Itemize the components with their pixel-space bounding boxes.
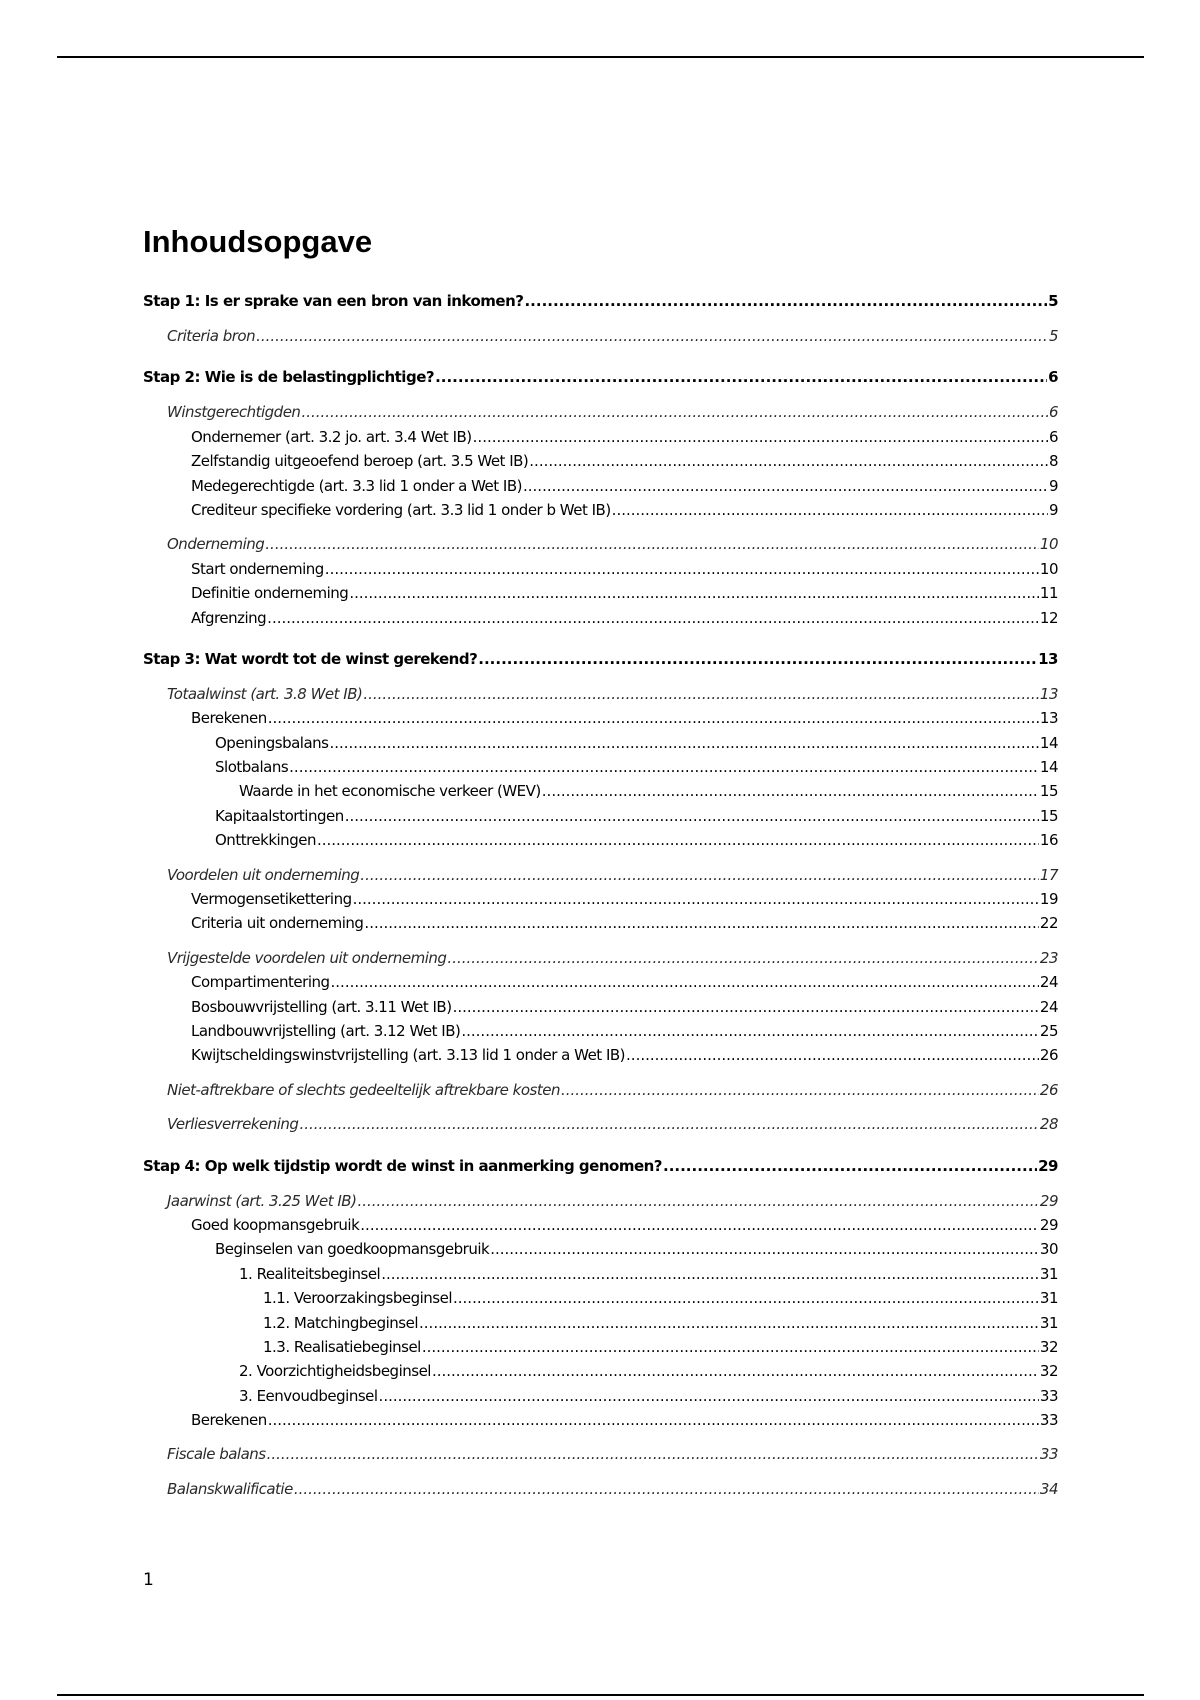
toc-entry[interactable]: [143, 324, 1058, 348]
toc-entry-page: 22: [1039, 914, 1058, 933]
toc-entry-page: 32: [1039, 1337, 1058, 1356]
toc-entry-page: 29: [1038, 1156, 1058, 1175]
toc-entry[interactable]: [143, 755, 1058, 779]
toc-entry[interactable]: [143, 828, 1058, 852]
toc-entry[interactable]: [143, 646, 1058, 672]
toc-entry-title: Totaalwinst (art. 3.8 Wet IB): [167, 684, 363, 703]
toc-dot-leader: [353, 887, 1039, 911]
toc-dot-leader: [268, 706, 1039, 730]
toc-dot-leader: [432, 1359, 1039, 1383]
toc-dot-leader: [381, 1262, 1039, 1286]
toc-entry-page: 19: [1039, 890, 1058, 909]
toc-entry-title: Criteria uit onderneming: [191, 914, 364, 933]
toc-entry-title: Stap 2: Wie is de belastingplichtige?: [143, 368, 435, 387]
toc-entry[interactable]: [143, 1359, 1058, 1383]
toc-dot-leader: [265, 532, 1039, 556]
toc-entry-title: Waarde in het economische verkeer (WEV): [239, 782, 541, 801]
toc-dot-leader: [523, 474, 1048, 498]
toc-dot-leader: [453, 995, 1039, 1019]
toc-dot-leader: [360, 863, 1039, 887]
toc-dot-leader: [289, 755, 1039, 779]
toc-dot-leader: [360, 1213, 1039, 1237]
toc-entry-page: 31: [1039, 1289, 1058, 1308]
toc-entry[interactable]: [143, 288, 1058, 314]
toc-entry-title: Stap 4: Op welk tijdstip wordt de winst in aanmerking genomen?: [143, 1156, 663, 1175]
toc-entry-page: 14: [1039, 733, 1058, 752]
toc-entry-page: 33: [1039, 1445, 1058, 1464]
toc-entry-title: Landbouwvrijstelling (art. 3.12 Wet IB): [191, 1021, 461, 1040]
toc-entry-page: 9: [1048, 476, 1058, 495]
toc-entry-title: Stap 1: Is er sprake van een bron van inkomen?: [143, 292, 524, 310]
toc-entry[interactable]: [143, 970, 1058, 994]
toc-dot-leader: [435, 364, 1047, 390]
toc-entry[interactable]: [143, 1311, 1058, 1335]
toc-entry-page: 15: [1039, 806, 1058, 825]
toc-entry[interactable]: [143, 1286, 1058, 1310]
toc-entry-page: 5: [1048, 327, 1058, 345]
page-title: Inhoudsopgave: [143, 224, 373, 259]
toc-entry[interactable]: [143, 779, 1058, 803]
toc-dot-leader: [267, 1442, 1039, 1466]
toc-entry-title: Winstgerechtigden: [167, 403, 301, 422]
toc-entry-title: Openingsbalans: [215, 733, 329, 752]
toc-entry-page: 10: [1039, 535, 1058, 554]
toc-entry-page: 29: [1039, 1215, 1058, 1234]
toc-entry-page: 6: [1048, 427, 1058, 446]
toc-entry[interactable]: [143, 1442, 1058, 1466]
toc-entry[interactable]: [143, 1019, 1058, 1043]
toc-entry[interactable]: [143, 1153, 1058, 1179]
toc-entry[interactable]: [143, 731, 1058, 755]
toc-dot-leader: [331, 970, 1039, 994]
toc-dot-leader: [422, 1335, 1039, 1359]
table-of-contents: [143, 288, 1058, 1501]
toc-entry-page: 8: [1048, 452, 1058, 471]
toc-dot-leader: [357, 1189, 1038, 1213]
toc-entry[interactable]: [143, 1477, 1058, 1501]
header-rule: [57, 56, 1144, 58]
toc-dot-leader: [663, 1153, 1037, 1179]
toc-entry-page: 6: [1048, 403, 1058, 422]
toc-dot-leader: [379, 1384, 1039, 1408]
toc-entry-title: Fiscale balans: [167, 1445, 266, 1464]
toc-entry[interactable]: [143, 682, 1058, 706]
toc-entry-title: Beginselen van goedkoopmansgebruik: [215, 1240, 490, 1259]
toc-entry-page: 14: [1039, 758, 1058, 777]
toc-entry-title: Afgrenzing: [191, 608, 267, 627]
page-number: 1: [143, 1570, 154, 1590]
toc-entry-title: Definitie onderneming: [191, 584, 349, 603]
toc-entry-title: Vrijgestelde voordelen uit onderneming: [167, 948, 447, 967]
toc-entry[interactable]: [143, 887, 1058, 911]
toc-entry-page: 24: [1039, 973, 1058, 992]
toc-entry-title: Berekenen: [191, 1411, 267, 1430]
toc-entry[interactable]: [143, 532, 1058, 556]
toc-entry-page: 11: [1039, 584, 1058, 603]
toc-entry-page: 13: [1039, 684, 1058, 703]
toc-entry-page: 10: [1039, 559, 1058, 578]
toc-entry-title: Voordelen uit onderneming: [167, 865, 360, 884]
toc-entry-title: Niet-aftrekbare of slechts gedeeltelijk aftrekbare kosten: [167, 1080, 560, 1099]
toc-dot-leader: [317, 828, 1039, 852]
toc-dot-leader: [453, 1286, 1039, 1310]
toc-entry[interactable]: [143, 1189, 1058, 1213]
toc-entry-page: 17: [1039, 865, 1058, 884]
toc-entry-page: 24: [1039, 997, 1058, 1016]
toc-entry-page: 26: [1039, 1080, 1058, 1099]
toc-entry-title: 1. Realiteitsbeginsel: [239, 1264, 381, 1283]
toc-entry[interactable]: [143, 557, 1058, 581]
toc-entry[interactable]: [143, 1078, 1058, 1102]
toc-entry[interactable]: [143, 449, 1058, 473]
toc-dot-leader: [363, 682, 1039, 706]
toc-entry-title: Criteria bron: [167, 327, 256, 345]
toc-entry-page: 28: [1039, 1115, 1058, 1134]
toc-dot-leader: [267, 606, 1039, 630]
toc-entry-title: Zelfstandig uitgeoefend beroep (art. 3.5 Wet IB): [191, 452, 529, 471]
toc-dot-leader: [345, 804, 1039, 828]
toc-entry-title: Bosbouwvrijstelling (art. 3.11 Wet IB): [191, 997, 452, 1016]
toc-entry-page: 6: [1048, 368, 1058, 387]
toc-entry-page: 12: [1039, 608, 1058, 627]
toc-entry[interactable]: [143, 400, 1058, 424]
toc-dot-leader: [473, 425, 1048, 449]
toc-dot-leader: [329, 731, 1038, 755]
toc-entry-title: 1.3. Realisatiebeginsel: [263, 1337, 421, 1356]
toc-dot-leader: [461, 1019, 1039, 1043]
toc-entry[interactable]: [143, 706, 1058, 730]
toc-entry[interactable]: [143, 474, 1058, 498]
toc-dot-leader: [325, 557, 1039, 581]
toc-entry-title: 1.1. Veroorzakingsbeginsel: [263, 1289, 452, 1308]
toc-dot-leader: [542, 779, 1039, 803]
footer-rule: [57, 1694, 1144, 1696]
toc-entry-title: 2. Voorzichtigheidsbeginsel: [239, 1362, 431, 1381]
toc-dot-leader: [419, 1311, 1039, 1335]
toc-entry-title: Stap 3: Wat wordt tot de winst gerekend?: [143, 649, 478, 668]
toc-entry[interactable]: [143, 1384, 1058, 1408]
toc-dot-leader: [529, 449, 1048, 473]
toc-entry-title: Verliesverrekening: [167, 1115, 299, 1134]
toc-entry[interactable]: [143, 581, 1058, 605]
toc-entry[interactable]: [143, 1262, 1058, 1286]
toc-entry[interactable]: [143, 606, 1058, 630]
toc-entry[interactable]: [143, 1335, 1058, 1359]
toc-entry-page: 33: [1039, 1411, 1058, 1430]
toc-entry-title: Balanskwalificatie: [167, 1479, 293, 1498]
toc-entry-title: Onttrekkingen: [215, 831, 316, 850]
toc-dot-leader: [364, 911, 1038, 935]
toc-dot-leader: [524, 288, 1047, 314]
toc-dot-leader: [349, 581, 1039, 605]
toc-entry-page: 13: [1039, 709, 1058, 728]
toc-entry-title: Medegerechtigde (art. 3.3 lid 1 onder a Wet IB): [191, 476, 522, 495]
toc-entry[interactable]: [143, 498, 1058, 522]
toc-entry-title: Slotbalans: [215, 758, 289, 777]
toc-entry[interactable]: [143, 995, 1058, 1019]
toc-dot-leader: [301, 400, 1048, 424]
toc-entry-title: Onderneming: [167, 535, 265, 554]
toc-entry-title: Kwijtscheldingswinstvrijstelling (art. 3.13 lid 1 onder a Wet IB): [191, 1046, 626, 1065]
toc-dot-leader: [299, 1112, 1038, 1136]
toc-entry-title: Berekenen: [191, 709, 267, 728]
toc-entry[interactable]: [143, 1408, 1058, 1432]
toc-entry-page: 23: [1039, 948, 1058, 967]
toc-dot-leader: [490, 1237, 1039, 1261]
toc-entry-page: 5: [1048, 292, 1058, 310]
toc-entry[interactable]: [143, 911, 1058, 935]
toc-entry-page: 34: [1039, 1479, 1058, 1498]
toc-dot-leader: [561, 1078, 1039, 1102]
toc-dot-leader: [268, 1408, 1039, 1432]
toc-entry-page: 9: [1048, 500, 1058, 519]
toc-entry-title: Start onderneming: [191, 559, 324, 578]
toc-entry-title: Crediteur specifieke vordering (art. 3.3 lid 1 onder b Wet IB): [191, 500, 611, 519]
toc-entry[interactable]: [143, 425, 1058, 449]
toc-entry-title: Goed koopmansgebruik: [191, 1215, 360, 1234]
toc-dot-leader: [447, 946, 1038, 970]
toc-entry[interactable]: [143, 1213, 1058, 1237]
toc-entry-page: 13: [1038, 649, 1058, 668]
toc-dot-leader: [612, 498, 1048, 522]
toc-entry[interactable]: [143, 1043, 1058, 1067]
toc-entry-title: Ondernemer (art. 3.2 jo. art. 3.4 Wet IB): [191, 427, 472, 446]
toc-entry[interactable]: [143, 804, 1058, 828]
toc-entry-title: Kapitaalstortingen: [215, 806, 344, 825]
toc-dot-leader: [478, 646, 1037, 672]
toc-entry-title: 3. Eenvoudbeginsel: [239, 1386, 378, 1405]
toc-entry-page: 29: [1039, 1191, 1058, 1210]
toc-entry-page: 31: [1039, 1313, 1058, 1332]
toc-entry[interactable]: [143, 1237, 1058, 1261]
toc-entry-page: 32: [1039, 1362, 1058, 1381]
toc-entry-title: Jaarwinst (art. 3.25 Wet IB): [167, 1191, 357, 1210]
toc-entry[interactable]: [143, 863, 1058, 887]
toc-entry[interactable]: [143, 364, 1058, 390]
toc-entry-page: 26: [1039, 1046, 1058, 1065]
toc-entry-title: Compartimentering: [191, 973, 330, 992]
toc-entry-page: 33: [1039, 1386, 1058, 1405]
toc-entry-page: 15: [1039, 782, 1058, 801]
toc-dot-leader: [294, 1477, 1039, 1501]
toc-dot-leader: [626, 1043, 1039, 1067]
toc-dot-leader: [256, 324, 1048, 348]
toc-entry-page: 16: [1039, 831, 1058, 850]
toc-entry-title: 1.2. Matchingbeginsel: [263, 1313, 419, 1332]
toc-entry-page: 31: [1039, 1264, 1058, 1283]
toc-entry-title: Vermogensetikettering: [191, 890, 352, 909]
toc-entry[interactable]: [143, 946, 1058, 970]
toc-entry-page: 30: [1039, 1240, 1058, 1259]
toc-entry-page: 25: [1039, 1021, 1058, 1040]
toc-entry[interactable]: [143, 1112, 1058, 1136]
